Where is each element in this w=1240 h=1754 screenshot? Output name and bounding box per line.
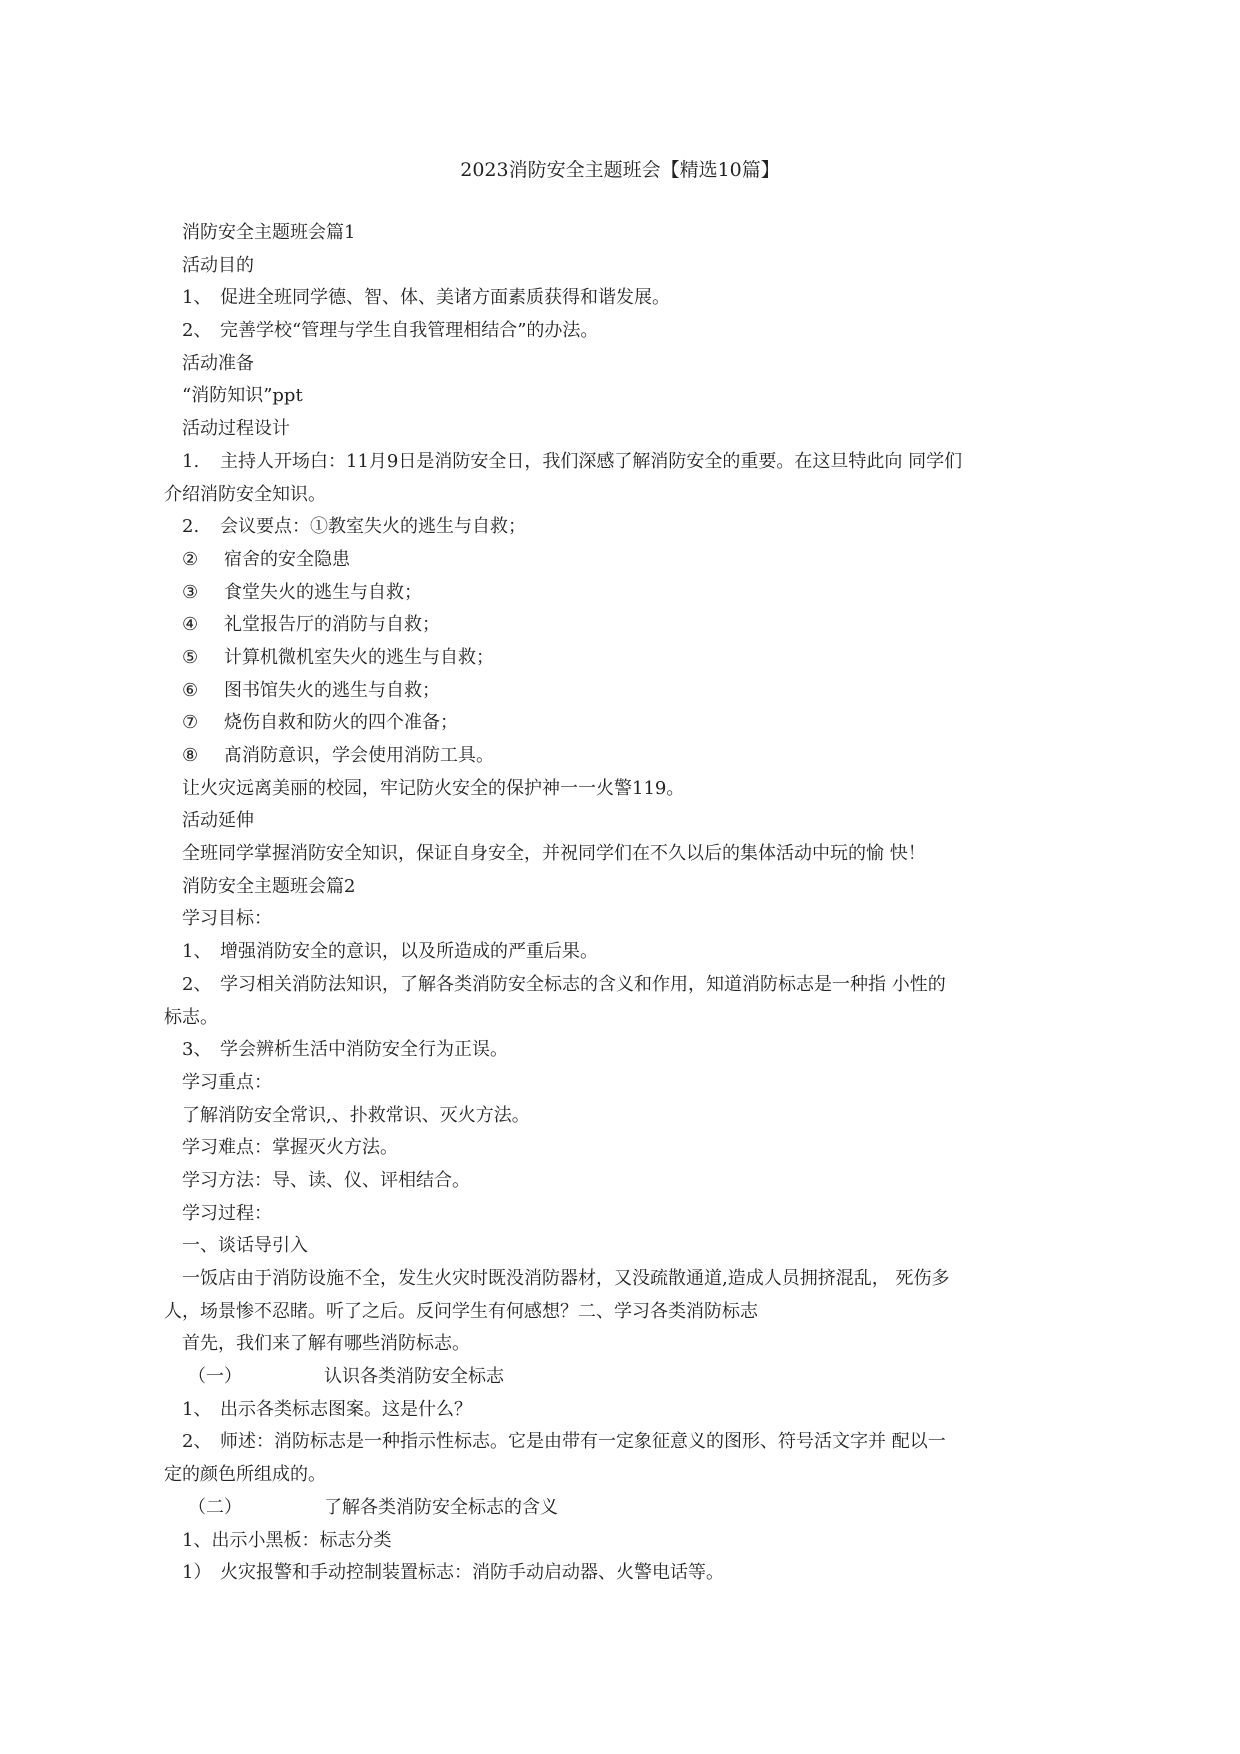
paragraph-text: 会议要点：①教室失火的逃生与自救； xyxy=(220,516,526,538)
paragraph-line xyxy=(182,1263,1062,1296)
list-marker: 1） xyxy=(182,1562,212,1584)
paragraph-text: 1、出示小黑板：标志分类 xyxy=(182,1529,392,1551)
list-marker: 2、 xyxy=(182,320,212,342)
list-marker: 1、 xyxy=(182,287,212,309)
paragraph-line xyxy=(182,903,1062,936)
paragraph-line xyxy=(182,217,1062,250)
paragraph-line xyxy=(182,1034,1062,1067)
paragraph-line xyxy=(182,1132,1062,1165)
list-marker: （二） xyxy=(188,1496,242,1518)
paragraph-text: 消防安全主题班会篇1 xyxy=(182,222,356,243)
list-marker: ③ xyxy=(182,581,199,603)
paragraph-line xyxy=(182,1328,1062,1361)
paragraph-text: 活动准备 xyxy=(182,352,254,374)
paragraph-line xyxy=(182,936,1062,969)
paragraph-line xyxy=(182,446,1062,479)
paragraph-line xyxy=(182,348,1062,381)
paragraph-line xyxy=(182,1100,1062,1133)
paragraph-text: 师述：消防标志是一种指示性标志。它是由带有一定象征意义的图形、符号活文字并 配以一 xyxy=(220,1431,946,1453)
paragraph-line xyxy=(182,675,1062,708)
list-marker: 1、 xyxy=(182,1398,212,1420)
paragraph-line xyxy=(182,1165,1062,1198)
paragraph-text: 消防安全主题班会篇2 xyxy=(182,875,356,897)
paragraph-text: 学习方法：导、读、仪、评相结合。 xyxy=(182,1169,470,1191)
paragraph-text: 学习目标： xyxy=(182,908,272,930)
paragraph-text: 礼堂报告厅的消防与自救； xyxy=(224,614,440,636)
document-title: 2023消防安全主题班会【精选10篇】 xyxy=(460,159,780,181)
paragraph-line xyxy=(182,1230,1062,1263)
paragraph-text: 学习难点：掌握灭火方法。 xyxy=(182,1137,398,1159)
paragraph-line xyxy=(182,642,1062,675)
paragraph-line xyxy=(182,1394,1062,1427)
list-marker: ⑤ xyxy=(182,646,199,668)
paragraph-line xyxy=(182,773,1062,806)
paragraph-continuation: 介绍消防安全知识。 xyxy=(164,483,326,505)
paragraph-line xyxy=(182,707,1062,740)
paragraph-line xyxy=(182,544,1062,577)
paragraph-text: 了解消防安全常识,、扑救常识、灭火方法。 xyxy=(182,1104,530,1126)
document-body xyxy=(164,217,1062,1590)
paragraph-line xyxy=(182,740,1062,773)
paragraph-text: 一饭店由于消防设施不全，发生火灾时既没消防器材，又没疏散通道,造成人员拥挤混乱， 死伤多 xyxy=(182,1268,950,1289)
paragraph-line xyxy=(182,1525,1062,1558)
paragraph-line xyxy=(182,838,1062,871)
paragraph-text: 学习过程： xyxy=(182,1202,272,1224)
paragraph-text: 图书馆失火的逃生与自救； xyxy=(224,679,440,701)
list-marker: ⑦ xyxy=(182,712,199,734)
list-marker: 3、 xyxy=(182,1039,212,1061)
paragraph-line xyxy=(182,1492,1062,1525)
list-marker: （一） xyxy=(188,1366,242,1388)
paragraph-text: 宿舍的安全隐患 xyxy=(224,548,350,570)
paragraph-text: “消防知识”ppt xyxy=(182,385,303,407)
paragraph-text: 火灾报警和手动控制装置标志：消防手动启动器、火警电话等。 xyxy=(220,1562,724,1584)
paragraph-text: 促进全班同学德、智、体、美诸方面素质获得和谐发展。 xyxy=(220,287,670,309)
paragraph-text: 活动延伸 xyxy=(182,810,254,832)
paragraph-continuation: 标志。 xyxy=(164,1006,218,1028)
paragraph-text: 完善学校“管理与学生自我管理相结合”的办法。 xyxy=(220,320,599,342)
paragraph-text: 认识各类消防安全标志 xyxy=(324,1366,504,1388)
paragraph-line xyxy=(182,413,1062,446)
paragraph-line xyxy=(182,609,1062,642)
paragraph-text: 增强消防安全的意识，以及所造成的严重后果。 xyxy=(220,941,598,963)
paragraph-line xyxy=(182,1361,1062,1394)
list-marker: ② xyxy=(182,548,199,570)
paragraph-text: 髙消防意识，学会使用消防工具。 xyxy=(224,745,494,766)
paragraph-text: 了解各类消防安全标志的含义 xyxy=(324,1496,558,1518)
paragraph-line xyxy=(182,250,1062,283)
paragraph-continuation: 定的颜色所组成的。 xyxy=(164,1464,326,1486)
paragraph-line xyxy=(182,969,1062,1002)
paragraph-text: 烧伤自救和防火的四个准备； xyxy=(224,712,458,734)
paragraph-text: 学习重点： xyxy=(182,1071,272,1093)
paragraph-line xyxy=(182,577,1062,610)
paragraph-text: 学会辨析生活中消防安全行为正误。 xyxy=(220,1039,508,1061)
paragraph-text: 让火灾远离美丽的校园，牢记防火安全的保护神一一火警119。 xyxy=(182,777,685,799)
paragraph-line xyxy=(182,282,1062,315)
paragraph-text: 活动目的 xyxy=(182,254,254,276)
list-marker: 1. xyxy=(182,450,200,472)
list-marker: ⑥ xyxy=(182,679,199,701)
paragraph-line xyxy=(182,1198,1062,1231)
paragraph-line xyxy=(182,380,1062,413)
paragraph-line xyxy=(182,871,1062,904)
paragraph-line xyxy=(182,315,1062,348)
paragraph-text: 出示各类标志图案。这是什么？ xyxy=(220,1398,472,1420)
list-marker: 2. xyxy=(182,516,200,538)
paragraph-text: 食堂失火的逃生与自救； xyxy=(224,581,422,603)
paragraph-text: 全班同学掌握消防安全知识，保证自身安全，并祝同学们在不久以后的集体活动中玩的愉 快！ xyxy=(182,843,926,865)
paragraph-text: 首先，我们来了解有哪些消防标志。 xyxy=(182,1333,470,1355)
list-marker: ④ xyxy=(182,614,199,636)
list-marker: 1、 xyxy=(182,941,212,963)
list-marker: ⑧ xyxy=(182,745,199,766)
paragraph-line xyxy=(182,1426,1062,1459)
paragraph-text: 主持人开场白：11月9日是消防安全日，我们深感了解消防安全的重要。在这旦特此向 同学们 xyxy=(220,450,963,472)
list-marker: 2、 xyxy=(182,973,212,995)
paragraph-line xyxy=(182,1067,1062,1100)
paragraph-line xyxy=(182,511,1062,544)
paragraph-text: 活动过程设计 xyxy=(182,418,290,440)
paragraph-line xyxy=(182,1557,1062,1590)
paragraph-continuation: 人，场景惨不忍睹。听了之后。反问学生有何感想？二、学习各类消防标志 xyxy=(164,1300,758,1322)
list-marker: 2、 xyxy=(182,1431,212,1453)
paragraph-text: 一、谈话导引入 xyxy=(182,1235,308,1257)
paragraph-text: 学习相关消防法知识，了解各类消防安全标志的含义和作用，知道消防标志是一种指 小性的 xyxy=(220,973,946,995)
paragraph-text: 计算机微机室失火的逃生与自救； xyxy=(224,646,494,668)
paragraph-line xyxy=(182,805,1062,838)
